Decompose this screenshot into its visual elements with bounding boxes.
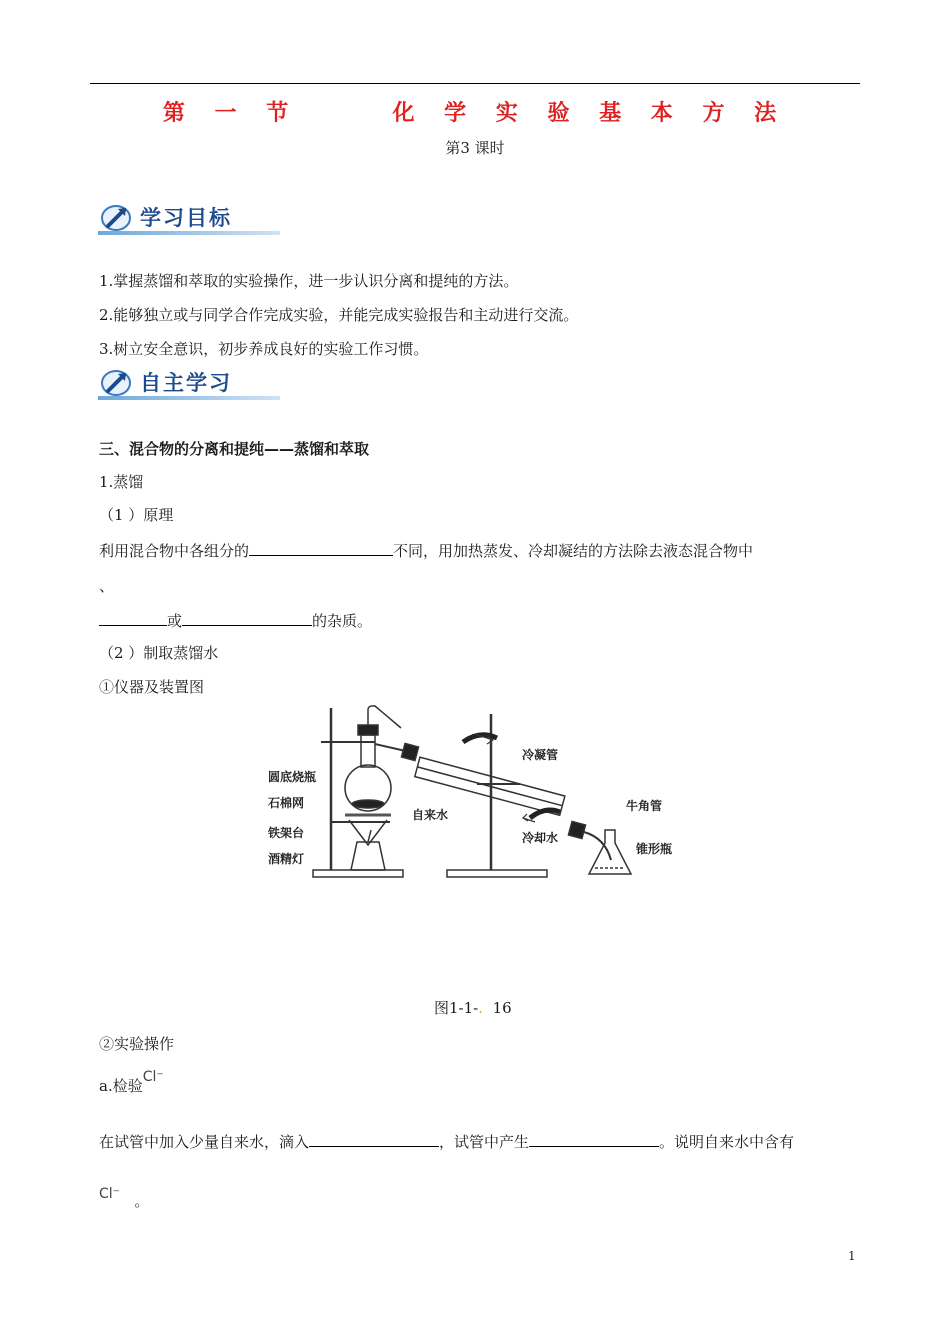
label-adapter: 牛角管 xyxy=(626,799,663,813)
answer-blank[interactable] xyxy=(182,609,312,626)
section-heading: 三、混合物的分离和提纯——蒸馏和萃取 xyxy=(99,440,370,458)
item-distillation: 1.蒸馏 xyxy=(99,473,144,491)
sub-distilled-water: （2 ）制取蒸馏水 xyxy=(99,644,219,662)
connector-1 xyxy=(401,743,418,760)
goals-banner xyxy=(98,200,283,236)
label-gauze: 石棉网 xyxy=(268,796,305,810)
answer-blank[interactable] xyxy=(249,539,393,556)
goals-banner-label: 学习目标 xyxy=(140,206,232,230)
chloride-ion: Cl⁻ xyxy=(142,1069,164,1085)
connector-2 xyxy=(568,821,585,838)
answer-blank[interactable] xyxy=(99,609,167,626)
test-chloride-label xyxy=(99,1069,164,1096)
label-coolwater: 冷却水 xyxy=(522,831,559,845)
goal-item-2: 2.能够独立或与同学合作完成实验，并能完成实验报告和主动进行交流。 xyxy=(99,306,579,324)
principle-line xyxy=(99,539,753,561)
apparatus-heading: ①仪器及装置图 xyxy=(99,678,205,696)
impurity-line xyxy=(99,609,372,631)
principle-text-b: 不同，用加热蒸发、冷却凝结的方法除去液态混合物中 xyxy=(393,542,754,560)
principle-text-a: 利用混合物中各组分的 xyxy=(99,542,250,560)
label-erlenmeyer: 锥形瓶 xyxy=(636,842,673,856)
test-procedure-line xyxy=(99,1130,794,1152)
lesson-subtitle: 第3 课时 xyxy=(445,139,505,157)
answer-blank[interactable] xyxy=(309,1130,439,1147)
distillation-apparatus-figure xyxy=(265,700,705,885)
stand-base-middle xyxy=(447,870,547,877)
test-text-c: 。说明自来水中含有 xyxy=(659,1133,795,1151)
flask-stopper xyxy=(358,725,378,735)
page-number: 1 xyxy=(848,1249,856,1263)
self-study-banner xyxy=(98,365,283,401)
caption-text: 图1-1- xyxy=(434,999,479,1017)
test-label-text: a.检验 xyxy=(99,1077,143,1095)
test-text-b: ，试管中产生 xyxy=(439,1133,530,1151)
label-condenser: 冷凝管 xyxy=(522,748,559,762)
sub-principle: （1 ）原理 xyxy=(99,506,174,524)
chloride-conclusion xyxy=(99,1182,150,1210)
banner-underline xyxy=(98,231,280,235)
flask-neck xyxy=(361,735,375,767)
goal-item-1: 1.掌握蒸馏和萃取的实验操作，进一步认识分离和提纯的方法。 xyxy=(99,272,519,290)
period: 。 xyxy=(134,1192,150,1210)
self-study-banner-label: 自主学习 xyxy=(140,371,232,395)
lamp-wick xyxy=(368,830,371,842)
pen-icon xyxy=(100,367,134,397)
test-text-a: 在试管中加入少量自来水，滴入 xyxy=(99,1133,310,1151)
pen-icon xyxy=(100,202,134,232)
label-stand: 铁架台 xyxy=(268,826,305,840)
label-lamp: 酒精灯 xyxy=(268,852,305,866)
chloride-ion: Cl⁻ xyxy=(99,1186,121,1202)
boiling-chips xyxy=(352,800,384,808)
label-flask: 圆底烧瓶 xyxy=(268,770,317,784)
stand-base-left xyxy=(313,870,403,877)
page-title: 第 一 节 化 学 实 验 基 本 方 法 xyxy=(162,101,788,126)
figure-caption xyxy=(434,997,512,1018)
top-rule xyxy=(90,83,860,84)
caption-dot: . xyxy=(478,999,484,1017)
principle-comma: 、 xyxy=(99,577,115,595)
banner-underline xyxy=(98,396,280,400)
or-text: 或 xyxy=(167,612,183,630)
operation-heading: ②实验操作 xyxy=(99,1035,175,1053)
label-tapwater: 自来水 xyxy=(412,808,449,822)
goal-item-3: 3.树立安全意识，初步养成良好的实验工作习惯。 xyxy=(99,340,429,358)
answer-blank[interactable] xyxy=(529,1130,659,1147)
caption-number: 16 xyxy=(492,999,512,1017)
adapter-tube xyxy=(584,832,611,860)
impurity-text: 的杂质。 xyxy=(312,612,373,630)
